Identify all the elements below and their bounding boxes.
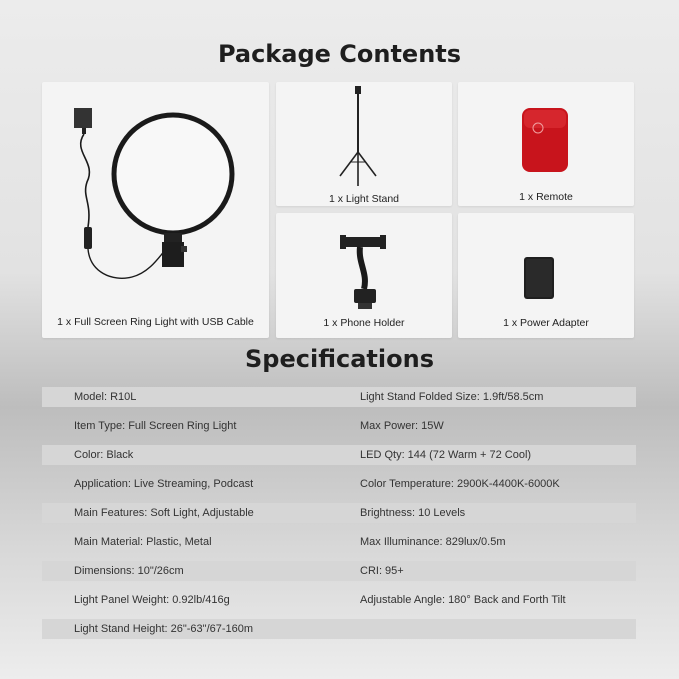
power-adapter-icon — [458, 213, 634, 313]
spec-row — [42, 474, 636, 503]
package-item-remote — [458, 82, 634, 206]
spec-row — [42, 532, 636, 561]
ring-light-icon — [42, 82, 269, 302]
spec-row — [42, 387, 636, 416]
package-item-label: 1 x Phone Holder — [323, 317, 405, 329]
package-item-light-stand — [276, 82, 452, 206]
light-stand-icon — [276, 82, 452, 190]
spec-left: Color: Black — [74, 449, 134, 461]
spec-left: Dimensions: 10"/26cm — [74, 565, 184, 577]
package-item-label: 1 x Full Screen Ring Light with USB Cable — [57, 316, 254, 328]
spec-right: Adjustable Angle: 180° Back and Forth Tilt — [360, 594, 566, 606]
spec-right: Max Power: 15W — [360, 420, 444, 432]
spec-row — [42, 503, 636, 532]
package-contents-title: Package Contents — [217, 40, 462, 68]
spec-row — [42, 445, 636, 474]
spec-table — [42, 387, 636, 648]
specifications-title: Specifications — [245, 345, 434, 373]
spec-row — [42, 416, 636, 445]
spec-left: Light Panel Weight: 0.92lb/416g — [74, 594, 230, 606]
remote-icon — [458, 82, 634, 190]
spec-left: Main Features: Soft Light, Adjustable — [74, 507, 254, 519]
package-item-label: 1 x Remote — [519, 191, 573, 203]
package-item-power-adapter — [458, 213, 634, 338]
spec-right: Brightness: 10 Levels — [360, 507, 466, 519]
package-item-label: 1 x Power Adapter — [503, 317, 589, 329]
spec-right: Color Temperature: 2900K-4400K-6000K — [360, 478, 560, 490]
spec-left: Application: Live Streaming, Podcast — [74, 478, 254, 490]
spec-row — [42, 619, 636, 648]
spec-right: Max Illuminance: 829lux/0.5m — [360, 536, 506, 548]
spec-left: Main Material: Plastic, Metal — [74, 536, 212, 548]
phone-holder-icon — [276, 213, 452, 313]
spec-left: Item Type: Full Screen Ring Light — [74, 420, 237, 432]
spec-right: LED Qty: 144 (72 Warm + 72 Cool) — [360, 449, 532, 461]
spec-row — [42, 561, 636, 590]
spec-row — [42, 590, 636, 619]
package-item-label: 1 x Light Stand — [328, 193, 400, 205]
spec-left: Model: R10L — [74, 391, 137, 403]
spec-right: Light Stand Folded Size: 1.9ft/58.5cm — [360, 391, 544, 403]
spec-right: CRI: 95+ — [360, 565, 404, 577]
package-item-ring-light — [42, 82, 269, 338]
package-item-phone-holder — [276, 213, 452, 338]
spec-left: Light Stand Height: 26"-63"/67-160m — [74, 623, 254, 635]
